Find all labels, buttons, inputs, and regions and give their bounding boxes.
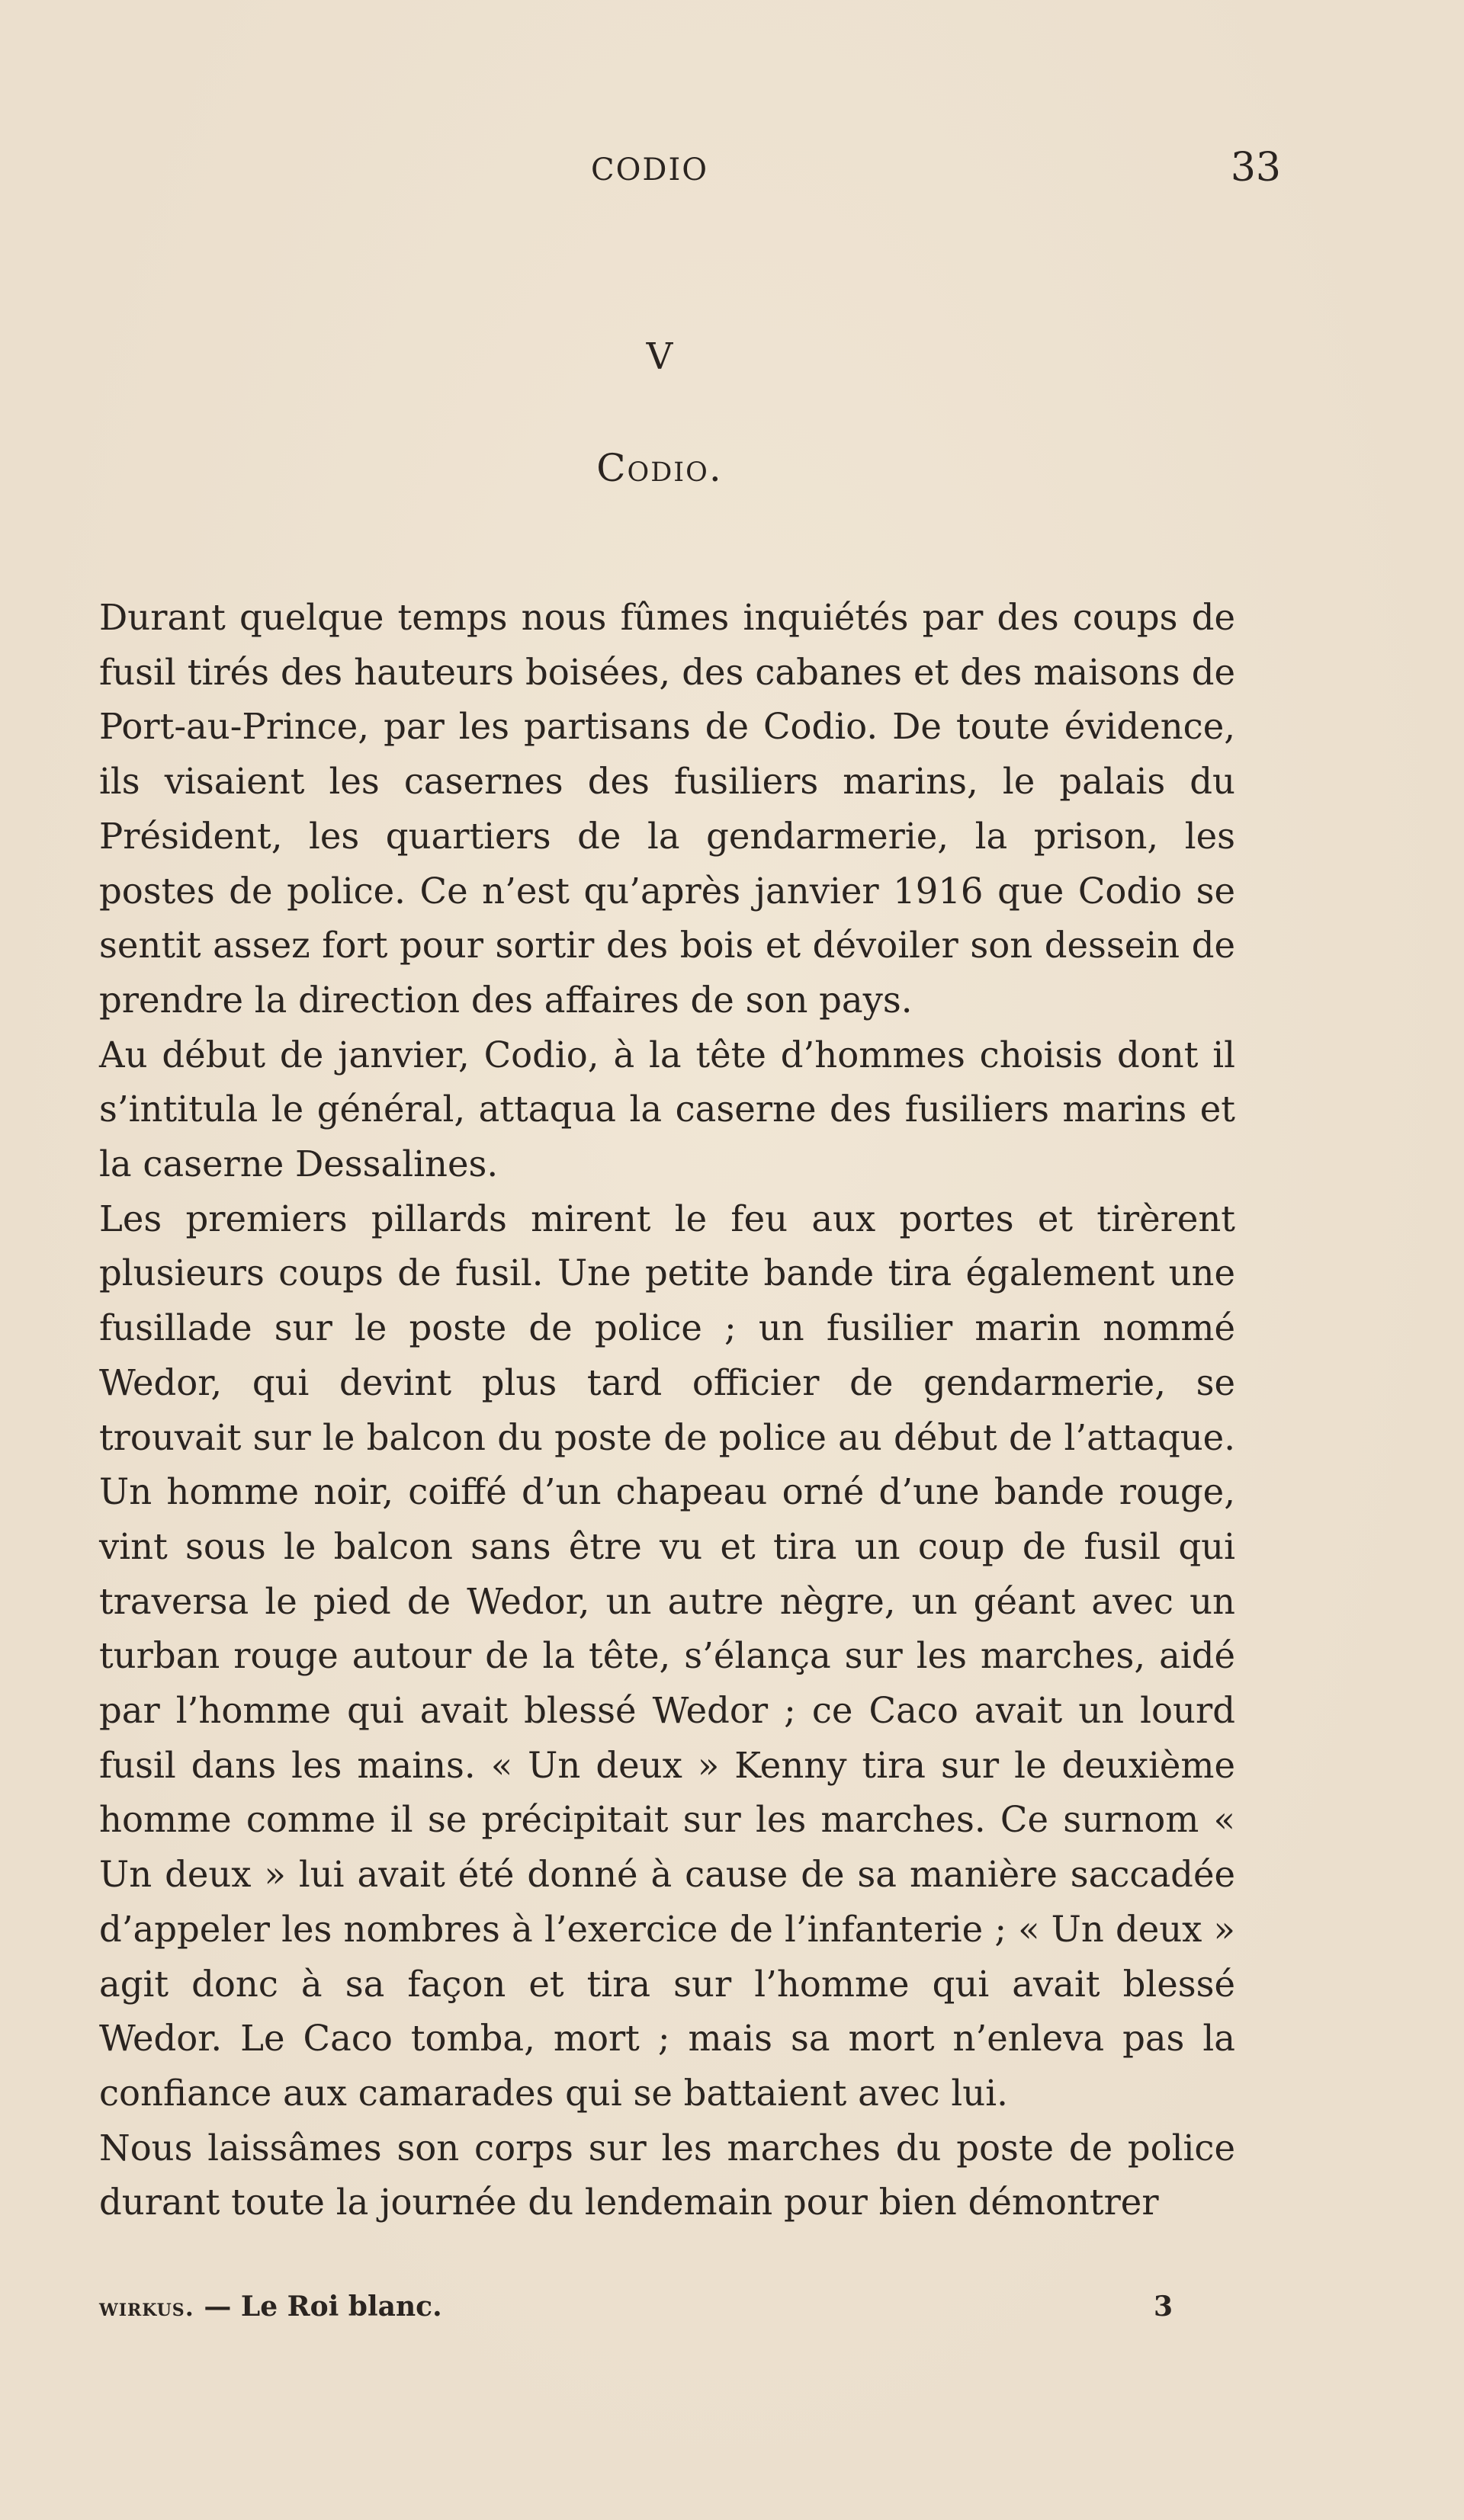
signature-title: — Le Roi blanc. [194, 2291, 442, 2323]
body-text [99, 591, 1235, 2230]
sheet-number: 3 [1154, 2291, 1173, 2323]
paragraph: Durant quelque temps nous fûmes inquiétés par des coups de fusil tirés des hauteurs boisées, des cabanes et des maisons de Port-au-Prince, par les partisans de Codio. De toute évidence, ils visaient les casernes des fusiliers marins, le palais du Président, les quartiers de la gendarmerie, la prison, les postes de police. Ce n’est qu’après janvier 1916 que Codio se sentit assez fort pour sortir des bois et dévoiler son dessein de prendre la direction des affaires de son pays. [99, 597, 1235, 1021]
running-head [99, 145, 1281, 198]
paragraph: Les premiers pillards mirent le feu aux portes et tirèrent plusieurs coups de fusil. Une petite bande tira également une fusillade sur le poste de police ; un fusilier marin nommé Wedor, qui devint plus tard officier de gendarmerie, se trouvait sur le balcon du poste de police au début de l’attaque. Un homme noir, coiffé d’un chapeau orné d’une bande rouge, vint sous le balcon sans être vu et tira un coup de fusil qui traversa le pied de Wedor, un autre nègre, un géant avec un turban rouge autour de la tête, s’élança sur les marches, aidé par l’homme qui avait blessé Wedor ; ce Caco avait un lourd fusil dans les mains. « Un deux » Kenny tira sur le deuxième homme comme il se précipitait sur les marches. Ce surnom « Un deux » lui avait été donné à cause de sa manière saccadée d’appeler les nombres à l’exercice de l’infanterie ; « Un deux » agit donc à sa façon et tira sur l’homme qui avait blessé Wedor. Le Caco tomba, mort ; mais sa mort n’enleva pas la confiance aux camarades qui se battaient avec lui. [99, 1197, 1235, 2114]
paragraph: Au début de janvier, Codio, à la tête d’hommes choisis dont il s’intitula le général, attaqua la caserne des fusiliers marins et la caserne Dessalines. [99, 1034, 1235, 1185]
chapter-number: V [646, 335, 673, 378]
signature-author: wirkus. [99, 2293, 194, 2322]
printer-signature [99, 2291, 442, 2323]
running-title: CODIO [591, 152, 709, 188]
page-number: 33 [1230, 145, 1281, 191]
chapter-title: Codio. [596, 446, 723, 490]
page-footer [99, 2291, 1235, 2329]
paragraph: Nous laissâmes son corps sur les marches du poste de police durant toute la journée du lendemain pour bien démontrer [99, 2127, 1235, 2223]
